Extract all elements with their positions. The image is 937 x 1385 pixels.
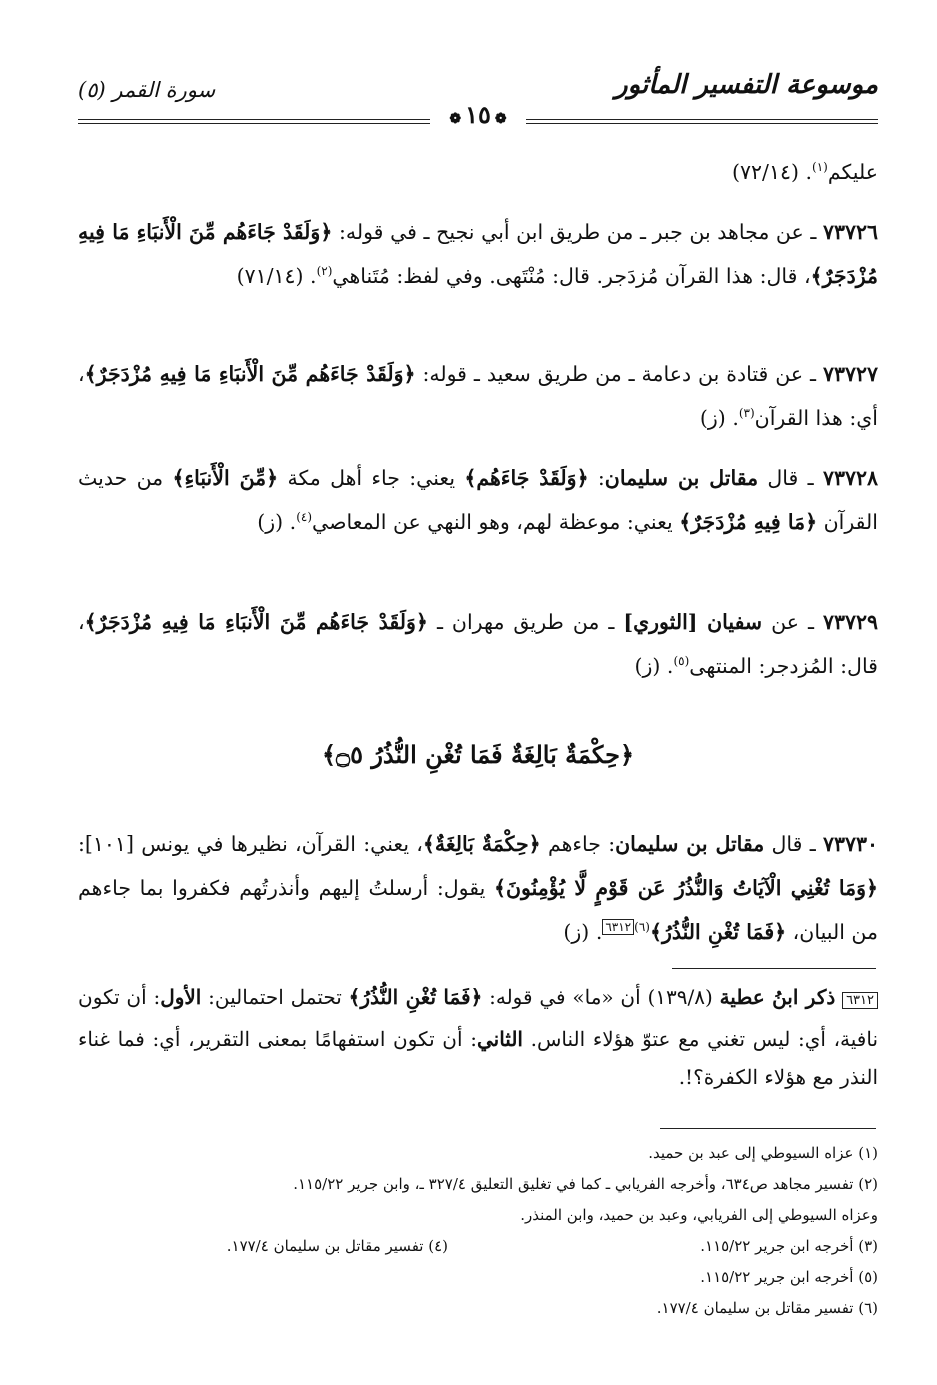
entry-73730 [78,822,878,954]
narrator-name: مقاتل بن سليمان [604,466,759,490]
footnote-6: (٦) تفسير مقاتل بن سليمان ١٧٧/٤. [656,1299,878,1317]
entry-73727 [78,352,878,440]
entry-73726 [78,210,878,298]
quran-quote: ﴿وَلَقَدْ جَاءَهُم مِّنَ الْأَنبَاءِ مَا فِيهِ مُزْدَجَرٌ﴾ [78,220,878,288]
commentary-ref-box: ٦٣١٢ [602,919,634,935]
text: ـ عن مجاهد بن جبر ـ من طريق ابن أبي نجيح ـ في قوله: [332,220,823,244]
commentary-rule [672,968,876,969]
text: ـ قال [764,832,823,856]
narrator-name: مقاتل بن سليمان [615,832,765,856]
running-header [78,70,878,140]
footnote-ref: (٣) [738,406,755,421]
first-label: الأول [160,985,202,1009]
text: يعني: جاء أهل مكة [278,466,465,490]
text: ـ قال [758,466,823,490]
ayah-heading: ﴿حِكْمَةٌ بَالِغَةٌ فَمَا تُغْنِ النُّذُرُ ۝٥﴾ [321,740,635,769]
entry-number: ٧٣٧٢٦ [822,220,878,244]
text: ـ من طريق مهران ـ [427,610,624,634]
text: ، أي: هذا القرآن [78,362,878,430]
continuation-text [78,150,878,194]
ornament-icon: ❁ [449,111,462,127]
commentator-name: ذكر ابنُ عطية [719,985,836,1009]
text: ، قال: المُزدجر: المنتهى [78,610,878,678]
page-number: ١٥ [465,100,491,129]
quran-quote: ﴿وَمَا تُغْنِي الْآيَاتُ وَالنُّذُرُ عَن قَوْمٍ لَّا يُؤْمِنُونَ﴾ [493,876,878,900]
entry-73729 [78,600,878,688]
commentary-ref-box: ٦٣١٢ [842,992,878,1009]
ornament-icon: ❁ [494,111,507,127]
text: . (ز) [699,406,739,430]
text: . (ز) [257,510,297,534]
entry-73728 [78,456,878,544]
footnotes [78,1138,878,1324]
footnote-rule [660,1128,876,1129]
quran-quote: ﴿فَمَا تُغْنِ النُّذُرُ﴾ [649,920,787,944]
quran-quote: ﴿فَمَا تُغْنِ النُّذُرُ﴾ [348,985,483,1009]
text: . (ز) [634,654,674,678]
quran-quote: ﴿وَلَقَدْ جَاءَهُم مِّنَ الْأَنبَاءِ مَا فِيهِ مُزْدَجَرٌ﴾ [84,362,416,386]
text: ، يعني: القرآن، نظيرها في يونس [١٠١]: [78,832,423,856]
text: : [588,466,605,490]
page-number-block [430,100,526,129]
quran-quote: ﴿حِكْمَةٌ بَالِغَةٌ﴾ [422,832,541,856]
text: تحتمل احتمالين: [201,985,349,1009]
quran-quote: ﴿مِّنَ الْأَنبَاءِ﴾ [172,466,279,490]
text: ـ عن [762,610,823,634]
footnote-ref: (٤) [296,510,313,525]
quran-quote: ﴿وَلَقَدْ جَاءَهُم مِّنَ الْأَنبَاءِ مَا فِيهِ مُزْدَجَرٌ﴾ [84,610,428,634]
footnote-ref: (٦) [634,920,650,935]
text: . (٧١/١٤) [236,264,317,288]
text: يعني: موعظة لهم، وهو النهي عن المعاصي [312,510,680,534]
footnote-1: (١) عزاه السيوطي إلى عبد بن حميد. [648,1144,878,1162]
entry-number: ٧٣٧٢٧ [822,362,878,386]
footnote-ref: (٢) [316,264,333,279]
text: . (ز) [563,920,603,944]
entry-number: ٧٣٧٢٩ [822,610,878,634]
footnote-ref: (١) [812,160,828,175]
footnote-2-cont: وعزاه السيوطي إلى الفريابي، وعبد بن حميد، وابن المنذر. [520,1206,878,1224]
footnote-5: (٥) أخرجه ابن جرير ١١٥/٢٢. [700,1268,878,1286]
second-label: الثاني [476,1027,523,1051]
text: : أن تكون استفهامًا بمعنى التقرير، أي: فما غناء النذر مع هؤلاء الكفرة؟!. [78,1027,878,1089]
text: . (٧٢/١٤) [732,160,812,184]
entry-number: ٧٣٧٢٨ [822,466,879,490]
text: : جاءهم [540,832,616,856]
text: : أن تكون نافية، أي: ليس تغني مع عتوّ هؤلاء الناس. [78,985,879,1051]
text: ـ عن قتادة بن دعامة ـ من طريق سعيد ـ قوله: [415,362,823,386]
footnote-ref: (٥) [673,654,690,669]
footnote-4: (٤) تفسير مقاتل بن سليمان ١٧٧/٤. [226,1237,448,1255]
quran-quote: ﴿وَلَقَدْ جَاءَهُم﴾ [464,466,589,490]
text: من حديث القرآن [78,466,878,534]
narrator-name: سفيان [الثوري] [623,610,763,634]
footnote-3: (٣) أخرجه ابن جرير ١١٥/٢٢. [700,1237,878,1255]
text: ، قال: هذا القرآن مُزدَجر. قال: مُنْتَهى. وفي لفظ: مُتَناهي [332,264,811,288]
text: عليكم [827,160,878,184]
commentary-block [78,978,878,1096]
footnote-2: (٢) تفسير مجاهد ص٦٣٤، وأخرجه الفريابي ـ كما في تغليق التعليق ٣٢٧/٤ ـ، وابن جرير ١١٥/٢٢. [293,1175,878,1193]
text: (١٣٩/٨) أن «ما» في قوله: [482,985,720,1009]
entry-number: ٧٣٧٣٠ [822,832,879,856]
footnote-row-3-4 [78,1231,878,1262]
text: يقول: أرسلتُ إليهم وأنذرتُهم فكفروا بما جاءهم من البيان، [78,876,878,944]
quran-quote: ﴿مَا فِيهِ مُزْدَجَرٌ﴾ [679,510,818,534]
book-title: موسوعة التفسير المأثور [615,70,878,100]
sura-label: سورة القمر (٥) [78,78,216,102]
